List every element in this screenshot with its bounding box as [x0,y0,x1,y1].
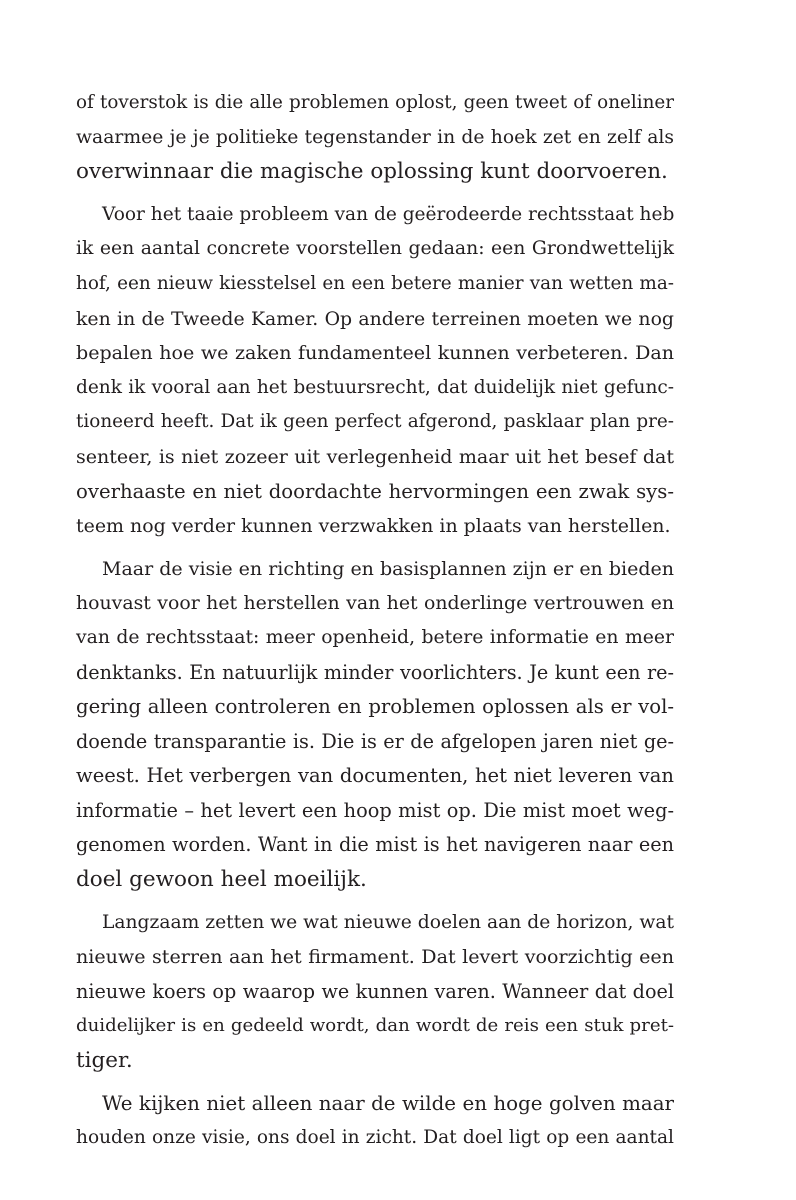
text-line: denktanks. En natuurlijk minder voorlichters. Je kunt een re- [76,660,674,684]
text-line: duidelijker is en gedeeld wordt, dan wordt de reis een stuk pret- [76,1015,674,1037]
paragraph-1 [76,86,674,190]
text-line: waarmee je je politieke tegenstander in de hoek zet en zelf als [76,126,674,148]
text-line: ik een aantal concrete voorstellen gedaan: een Grondwettelijk [76,238,674,260]
text-line: Maar de visie en richting en basisplannen zijn er en bieden [102,557,674,580]
text-line: overhaaste en niet doordachte hervormingen een zwak sys- [76,479,674,503]
text-line: senteer, is niet zozeer uit verlegenheid maar uit het besef dat [76,445,674,468]
paragraph-3 [76,552,674,898]
paragraph-5 [76,1087,674,1156]
text-line: hof, een nieuw kiesstelsel en een betere manier van wetten ma- [76,272,674,294]
text-line: van de rechtsstaat: meer openheid, betere informatie en meer [76,626,674,648]
text-line: Voor het taaie probleem van de geërodeerde rechtsstaat heb [102,203,675,225]
text-line: genomen worden. Want in die mist is het navigeren naar een [76,833,674,857]
text-line: houvast voor het herstellen van het onderlinge vertrouwen en [76,592,674,615]
text-line: teem nog verder kunnen verzwakken in plaats van herstellen. [76,515,671,538]
text-line: bepalen hoe we zaken fundamenteel kunnen verbeteren. Dan [76,342,674,365]
text-line: nieuwe koers op waarop we kunnen varen. Wanneer dat doel [76,979,674,1003]
text-line: houden onze visie, ons doel in zicht. Dat doel ligt op een aantal [76,1127,674,1149]
text-line: overwinnaar die magische oplossing kunt doorvoeren. [76,159,668,185]
text-line: doel gewoon heel moeilijk. [76,867,367,893]
paragraph-2 [76,198,674,544]
paragraph-4 [76,906,674,1079]
text-line: doende transparantie is. Die is er de afgelopen jaren niet ge- [76,729,674,753]
text-line: tiger. [76,1048,133,1074]
text-line: tioneerd heeft. Dat ik geen perfect afgerond, pasklaar plan pre- [76,411,674,433]
text-line: weest. Het verbergen van documenten, het niet leveren van [76,764,674,788]
text-line: of toverstok is die alle problemen oplost, geen tweet of oneliner [76,92,674,113]
text-line: gering alleen controleren en problemen oplossen als er vol- [76,695,674,719]
text-line: informatie – het levert een hoop mist op. Die mist moet weg- [76,798,674,822]
text-line: Langzaam zetten we wat nieuwe doelen aan de horizon, wat [102,911,674,933]
text-line: ken in de Tweede Kamer. Op andere terreinen moeten we nog [76,307,674,330]
book-page [76,86,674,1164]
text-line: denk ik vooral aan het bestuursrecht, dat duidelijk niet gefunc- [76,376,674,398]
text-line: We kijken niet alleen naar de wilde en hoge golven maar [102,1091,674,1115]
text-line: nieuwe sterren aan het firmament. Dat levert voorzichtig een [76,946,674,969]
